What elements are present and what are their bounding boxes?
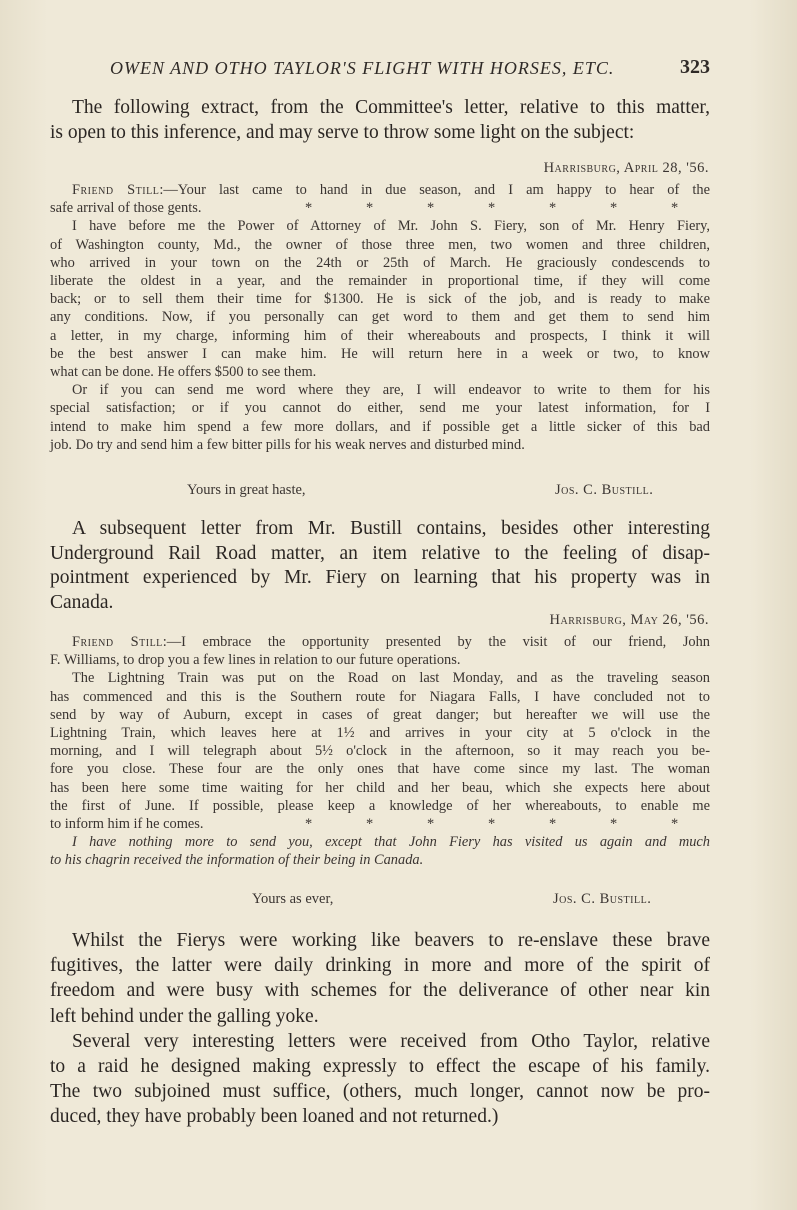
text-line: pointment experienced by Mr. Fiery on learning that his property was in (50, 567, 710, 588)
text-line: intend to make him spend a few more dollars, and if possible get a little sicker of this bad (50, 418, 710, 435)
text-line: freedom and were busy with schemes for the deliverance of other near kin (50, 980, 710, 1002)
text-line: Several very interesting letters were received from Otho Taylor, relative (72, 1030, 710, 1052)
text-line: to a raid he designed making expressly to effect the escape of his family. (50, 1056, 710, 1078)
text-line: liberate the oldest in a year, and the remainder in proportional time, if they will come (50, 273, 710, 290)
letter2-body (50, 633, 710, 870)
letter2-date: Harrisburg, May 26, '56. (549, 612, 709, 628)
letter1-body (50, 181, 710, 454)
letter1-signoff (50, 482, 710, 502)
salutation: Friend Still (72, 182, 160, 198)
text-line: what can be done. He offers $500 to see them. (50, 364, 317, 381)
text-line: I have before me the Power of Attorney of Mr. John S. Fiery, son of Mr. Henry Fiery, (72, 218, 710, 235)
text-line: duced, they have probably been loaned and not returned.) (50, 1106, 499, 1128)
text-line: special satisfaction; or if you cannot do either, send me your latest information, for I (50, 400, 710, 417)
letter1-signer: Jos. C. Bustill. (555, 482, 654, 498)
text-line: the first of June. If possible, please keep a knowledge of her whereabouts, to enable me (50, 797, 710, 814)
text-line: back; or to sell them their time for $1300. He is sick of the job, and is ready to make (50, 291, 710, 308)
text-line: job. Do try and send him a few bitter pills for his weak nerves and disturbed mind. (50, 436, 525, 453)
text-line: I have nothing more to send you, except that John Fiery has visited us again and much (72, 834, 710, 851)
running-title: OWEN AND OTHO TAYLOR'S FLIGHT WITH HORSES, ETC. (110, 58, 615, 78)
text-line: has been here some time waiting for her child and her beau, which she expects here about (50, 779, 710, 796)
letter2-opening-line (50, 633, 710, 651)
text-line: is open to this inference, and may serve to throw some light on the subject: (50, 121, 635, 143)
text-line: The Lightning Train was put on the Road on last Monday, and as the traveling season (72, 670, 710, 687)
letter1-date: Harrisburg, April 28, '56. (543, 160, 709, 176)
text-line: :—I embrace the opportunity presented by the visit of our friend, John (162, 634, 711, 650)
text-line: fore you close. These four are the only ones that have come since my last. The woman (50, 761, 710, 778)
letter2-signer: Jos. C. Bustill. (553, 891, 652, 907)
text-line: any conditions. Now, if you personally can get word to them and get them to send him (50, 309, 710, 326)
text-line: :—Your last came to hand in due season, and I am happy to hear of the (159, 182, 710, 198)
letter1-stars-line (50, 199, 710, 217)
text-line: The following extract, from the Committee's letter, relative to this matter, (72, 97, 710, 118)
page-number: 323 (680, 56, 710, 78)
ellipsis-stars: * * * * * * * (305, 200, 679, 217)
text-line: F. Williams, to drop you a few lines in relation to our future operations. (50, 652, 461, 669)
text-line: fugitives, the latter were daily drinking in more and more of the spirit of (50, 955, 710, 977)
letter2-closing: Yours as ever, (252, 891, 334, 907)
letter1-closing: Yours in great haste, (187, 482, 306, 498)
text-line: Lightning Train, which leaves here at 1½ and arrives in your city at 5 o'clock in the (50, 725, 710, 742)
text-line: has commenced and this is the Southern route for Niagara Falls, I have concluded not to (50, 688, 710, 705)
text-line: Canada. (50, 591, 114, 613)
text-line: who arrived in your town on the 24th or 25th of March. He graciously condescends to (50, 254, 710, 271)
text-line: to inform him if he comes. (50, 816, 204, 833)
middle-paragraph (50, 517, 710, 615)
intro-paragraph (50, 96, 710, 145)
closing-paragraphs (50, 928, 710, 1130)
text-line: The two subjoined must suffice, (others, much longer, cannot now be pro- (50, 1081, 710, 1103)
ellipsis-stars: * * * * * * * (305, 816, 679, 833)
salutation: Friend Still (72, 634, 163, 650)
text-line: left behind under the galling yoke. (50, 1005, 319, 1027)
text-line: a letter, in my charge, informing him of their whereabouts and prospects, I think it will (50, 327, 710, 344)
running-header (110, 58, 710, 86)
text-line: Underground Rail Road matter, an item relative to the feeling of disap- (50, 542, 710, 564)
text-line: Whilst the Fierys were working like beavers to re-enslave these brave (72, 930, 710, 951)
text-line: morning, and I will telegraph about 5½ o'clock in the afternoon, so it may reach you be- (50, 743, 710, 760)
text-line: to his chagrin received the information of their being in Canada. (50, 852, 424, 869)
text-line: safe arrival of those gents. (50, 200, 202, 217)
letter2-stars-line (50, 815, 710, 833)
text-line: be the best answer I can make him. He will return here in a week or two, to know (50, 345, 710, 362)
text-line: Or if you can send me word where they are, I will endeavor to write to them for his (72, 382, 710, 399)
letter2-signoff (50, 891, 710, 911)
text-line: send by way of Auburn, except in cases of great danger; but hereafter we will use the (50, 706, 710, 723)
letter1-opening-line (50, 181, 710, 199)
text-line: of Washington county, Md., the owner of those three men, two women and three children, (50, 236, 710, 253)
text-line: A subsequent letter from Mr. Bustill contains, besides other interesting (72, 518, 710, 539)
